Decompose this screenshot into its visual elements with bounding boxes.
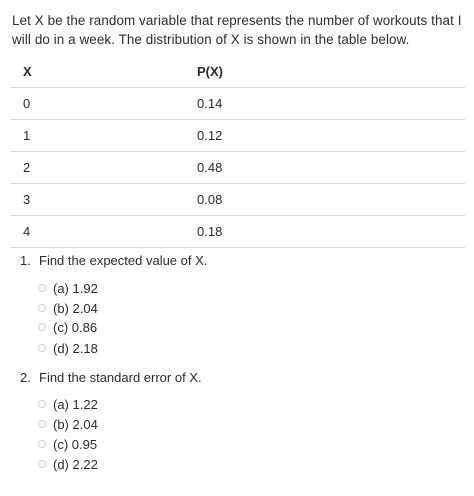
column-header-x: X: [11, 56, 197, 88]
radio-button-icon[interactable]: [38, 460, 46, 468]
question-text: Find the standard error of X.: [39, 370, 202, 385]
cell-probability: 0.18: [197, 216, 465, 248]
problem-intro-text: Let X be the random variable that represents the number of workouts that I will do in a week. The distribution of X is shown in the table below.: [12, 13, 462, 47]
radio-button-icon[interactable]: [38, 284, 46, 292]
question-number: 1.: [20, 253, 31, 268]
question-2-option-a[interactable]: [38, 396, 98, 412]
question-2-option-c[interactable]: [38, 436, 97, 452]
cell-x-value: 3: [11, 184, 197, 216]
table-row: [11, 120, 465, 152]
cell-x-value: 2: [11, 152, 197, 184]
radio-button-icon[interactable]: [38, 344, 46, 352]
option-label: (a) 1.92: [53, 280, 98, 296]
option-label: (b) 2.04: [53, 300, 98, 316]
option-label: (a) 1.22: [53, 396, 98, 412]
question-2: [20, 370, 202, 385]
cell-probability: 0.48: [197, 152, 465, 184]
option-label: (c) 0.86: [53, 319, 98, 335]
option-label: (b) 2.04: [53, 416, 98, 432]
radio-button-icon[interactable]: [38, 304, 46, 312]
radio-button-icon[interactable]: [38, 420, 46, 428]
table-header-row: [11, 56, 465, 88]
table-row: [11, 184, 465, 216]
question-1-option-c[interactable]: [38, 319, 97, 335]
cell-probability: 0.08: [197, 184, 465, 216]
question-2-option-b[interactable]: [38, 416, 98, 432]
option-label: (c) 0.95: [53, 436, 98, 452]
distribution-table: [11, 56, 465, 248]
cell-probability: 0.14: [197, 88, 465, 120]
cell-x-value: 4: [11, 216, 197, 248]
radio-button-icon[interactable]: [38, 323, 46, 331]
question-1-option-d[interactable]: [38, 340, 98, 356]
option-label: (d) 2.18: [53, 340, 98, 356]
question-1-option-b[interactable]: [38, 300, 98, 316]
question-2-option-d[interactable]: [38, 456, 98, 472]
table-row: [11, 216, 465, 248]
question-1-option-a[interactable]: [38, 280, 98, 296]
column-header-px: P(X): [197, 56, 465, 88]
cell-probability: 0.12: [197, 120, 465, 152]
radio-button-icon[interactable]: [38, 440, 46, 448]
question-text: Find the expected value of X.: [39, 253, 208, 268]
question-number: 2.: [20, 370, 31, 385]
radio-button-icon[interactable]: [38, 400, 46, 408]
table-row: [11, 152, 465, 184]
cell-x-value: 0: [11, 88, 197, 120]
question-1: [20, 253, 207, 268]
cell-x-value: 1: [11, 120, 197, 152]
option-label: (d) 2.22: [53, 456, 98, 472]
table-row: [11, 88, 465, 120]
